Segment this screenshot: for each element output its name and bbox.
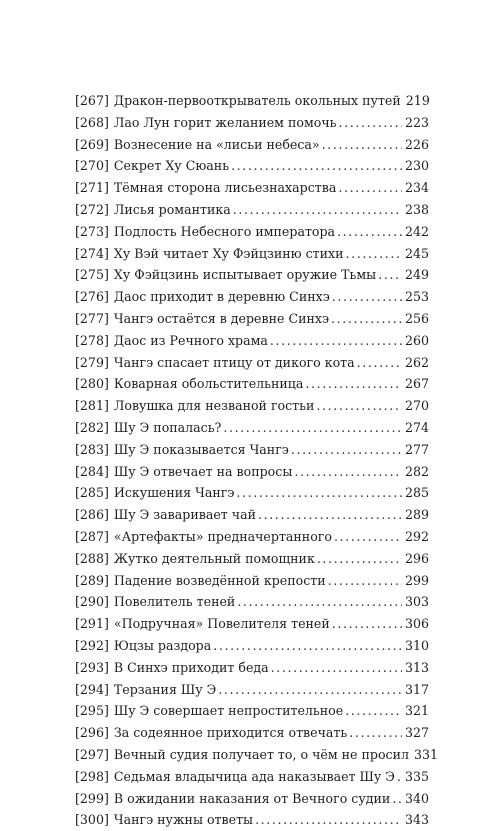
chapter-number: [294] (75, 681, 109, 697)
toc-entry (75, 766, 429, 788)
page-number: 262 (404, 354, 429, 370)
dot-leader (390, 788, 402, 810)
dot-leader (289, 439, 402, 461)
chapter-title: В ожидании наказания от Вечного судии (113, 790, 391, 806)
page-number: 274 (404, 419, 429, 435)
dot-leader (336, 177, 402, 199)
chapter-number: [283] (75, 441, 109, 457)
dot-leader (253, 809, 402, 831)
dot-leader (235, 591, 402, 613)
chapter-title: Шу Э совершает непростительное (113, 703, 344, 719)
dot-leader (330, 286, 402, 308)
chapter-number: [287] (75, 528, 109, 544)
dot-leader (343, 700, 402, 722)
toc-entry (75, 439, 429, 461)
page-number: 277 (404, 441, 429, 457)
dot-leader (395, 766, 402, 788)
chapter-title: Лао Лун горит желанием помочь (113, 114, 337, 130)
page-number: 331 (413, 746, 439, 762)
dot-leader (355, 352, 402, 374)
page-number: 317 (404, 681, 429, 697)
dot-leader (320, 134, 402, 156)
page-number: 267 (404, 376, 429, 392)
chapter-number: [289] (75, 572, 109, 588)
toc-entry (75, 395, 429, 417)
dot-leader (326, 570, 402, 592)
page-number: 296 (404, 550, 429, 566)
toc-entry (75, 330, 429, 352)
page-number: 245 (404, 245, 429, 261)
toc-entry (75, 352, 429, 374)
dot-leader (229, 155, 402, 177)
chapter-number: [269] (75, 136, 109, 152)
page-number: 303 (404, 594, 429, 610)
toc-entry (75, 504, 429, 526)
chapter-number: [275] (75, 267, 109, 283)
chapter-title: Шу Э отвечает на вопросы (113, 463, 293, 479)
page-number: 321 (404, 703, 429, 719)
chapter-number: [298] (75, 768, 109, 784)
chapter-number: [277] (75, 310, 109, 326)
chapter-title: Чангэ остаётся в деревне Синхэ (113, 310, 330, 326)
chapter-title: За содеянное приходится отвечать (113, 725, 348, 741)
chapter-number: [279] (75, 354, 109, 370)
toc-entry (75, 199, 429, 221)
page-number: 282 (404, 463, 429, 479)
chapter-number: [278] (75, 332, 109, 348)
chapter-title: Даос приходит в деревню Синхэ (113, 289, 330, 305)
toc-entry (75, 155, 429, 177)
toc-entry (75, 722, 429, 744)
chapter-title: «Артефакты» предначертанного (113, 528, 332, 544)
toc-entry (75, 591, 429, 613)
chapter-title: Ху Фэйцзинь испытывает оружие Тьмы (113, 267, 377, 283)
chapter-title: «Подручная» Повелителя теней (113, 616, 330, 632)
toc-entry (75, 613, 429, 635)
toc-entry (75, 548, 429, 570)
chapter-title: Подлость Небесного императора (113, 223, 336, 239)
chapter-title: Дракон-первооткрыватель окольных путей (113, 93, 401, 108)
page-number: 253 (404, 289, 429, 305)
dot-leader (256, 504, 402, 526)
dot-leader (268, 330, 402, 352)
chapter-title: Повелитель теней (113, 594, 236, 610)
chapter-title: Шу Э попалась? (113, 419, 222, 435)
chapter-number: [297] (75, 746, 109, 762)
chapter-number: [273] (75, 223, 109, 239)
dot-leader (337, 112, 402, 134)
toc-entry (75, 134, 429, 156)
chapter-title: Седьмая владычица ада наказывает Шу Э (113, 768, 395, 784)
chapter-title: Падение возведённой крепости (113, 572, 326, 588)
chapter-number: [268] (75, 114, 109, 130)
toc-entry (75, 264, 429, 286)
page-number: 238 (404, 201, 429, 217)
chapter-title: Искушения Чангэ (113, 485, 235, 501)
dot-leader (303, 373, 402, 395)
chapter-number: [270] (75, 158, 109, 174)
page-number: 223 (404, 114, 429, 130)
page-number: 249 (404, 267, 429, 283)
chapter-number: [292] (75, 637, 109, 653)
page-number: 219 (405, 93, 430, 108)
chapter-number: [296] (75, 725, 109, 741)
toc-entry (75, 788, 429, 810)
chapter-number: [293] (75, 659, 109, 675)
chapter-number: [299] (75, 790, 109, 806)
chapter-title: Секрет Ху Сюань (113, 158, 230, 174)
dot-leader (269, 657, 402, 679)
toc-entry (75, 373, 429, 395)
page-number: 270 (404, 398, 429, 414)
page-number: 242 (404, 223, 429, 239)
chapter-number: [285] (75, 485, 109, 501)
chapter-title: Юцзы раздора (113, 637, 212, 653)
chapter-title: В Синхэ приходит беда (113, 659, 269, 675)
toc-entry (75, 700, 429, 722)
dot-leader (347, 722, 402, 744)
page-number: 313 (404, 659, 429, 675)
toc-entry (75, 657, 429, 679)
toc-entry (75, 221, 429, 243)
chapter-title: Даос из Речного храма (113, 332, 268, 348)
chapter-number: [288] (75, 550, 109, 566)
toc-entry (75, 286, 429, 308)
chapter-title: Коварная обольстительница (113, 376, 304, 392)
page-number: 226 (404, 136, 429, 152)
page-number: 285 (404, 485, 429, 501)
toc-entry (75, 112, 429, 134)
chapter-title: Терзания Шу Э (113, 681, 217, 697)
chapter-number: [282] (75, 419, 109, 435)
chapter-number: [286] (75, 507, 109, 523)
chapter-number: [267] (75, 93, 109, 108)
chapter-number: [291] (75, 616, 109, 632)
chapter-title: Лисья романтика (113, 201, 231, 217)
dot-leader (231, 199, 402, 221)
dot-leader (329, 308, 402, 330)
page-number: 292 (404, 528, 429, 544)
dot-leader (344, 243, 402, 265)
page-number: 289 (404, 507, 429, 523)
dot-leader (314, 395, 402, 417)
page-number: 310 (404, 637, 429, 653)
dot-leader (376, 264, 402, 286)
toc-entry (75, 482, 429, 504)
chapter-title: Ловушка для незваной гостьи (113, 398, 315, 414)
toc-entry (75, 417, 429, 439)
page-number: 335 (404, 768, 429, 784)
page-number: 327 (404, 725, 429, 741)
page-number: 234 (404, 180, 429, 196)
chapter-title: Вознесение на «лисьи небеса» (113, 136, 320, 152)
chapter-title: Шу Э заваривает чай (113, 507, 256, 523)
toc-entry (75, 744, 439, 766)
chapter-number: [295] (75, 703, 109, 719)
page-number: 340 (404, 790, 429, 806)
chapter-title: Жутко деятельный помощник (113, 550, 315, 566)
chapter-title: Вечный судия получает то, о чём не просил (113, 746, 409, 762)
dot-leader (234, 482, 402, 504)
chapter-number: [271] (75, 180, 109, 196)
toc-entry (75, 809, 429, 831)
dot-leader (335, 221, 402, 243)
chapter-number: [284] (75, 463, 109, 479)
chapter-number: [280] (75, 376, 109, 392)
chapter-title: Чангэ спасает птицу от дикого кота (113, 354, 355, 370)
dot-leader (330, 613, 402, 635)
chapter-number: [281] (75, 398, 109, 414)
page-number: 256 (404, 310, 429, 326)
dot-leader (211, 635, 402, 657)
page-number: 343 (404, 812, 429, 828)
chapter-number: [300] (75, 812, 109, 828)
toc-entry (75, 308, 429, 330)
dot-leader (292, 461, 402, 483)
toc-entry (75, 243, 429, 265)
dot-leader (315, 548, 402, 570)
page-number: 260 (404, 332, 429, 348)
chapter-title: Ху Вэй читает Ху Фэйцзиню стихи (113, 245, 344, 261)
chapter-title: Чангэ нужны ответы (113, 812, 254, 828)
page-number: 299 (404, 572, 429, 588)
chapter-title: Тёмная сторона лисьезнахарства (113, 180, 337, 196)
table-of-contents (75, 90, 439, 831)
dot-leader (221, 417, 402, 439)
toc-entry (75, 679, 429, 701)
toc-entry (75, 526, 429, 548)
dot-leader (332, 526, 402, 548)
chapter-number: [274] (75, 245, 109, 261)
toc-entry (75, 570, 429, 592)
toc-entry (75, 635, 429, 657)
chapter-number: [272] (75, 201, 109, 217)
chapter-number: [290] (75, 594, 109, 610)
chapter-title: Шу Э показывается Чангэ (113, 441, 289, 457)
toc-entry (75, 461, 429, 483)
chapter-number: [276] (75, 289, 109, 305)
toc-entry (75, 177, 429, 199)
page-number: 306 (404, 616, 429, 632)
page-number: 230 (404, 158, 429, 174)
dot-leader (216, 679, 402, 701)
toc-entry (75, 90, 429, 112)
